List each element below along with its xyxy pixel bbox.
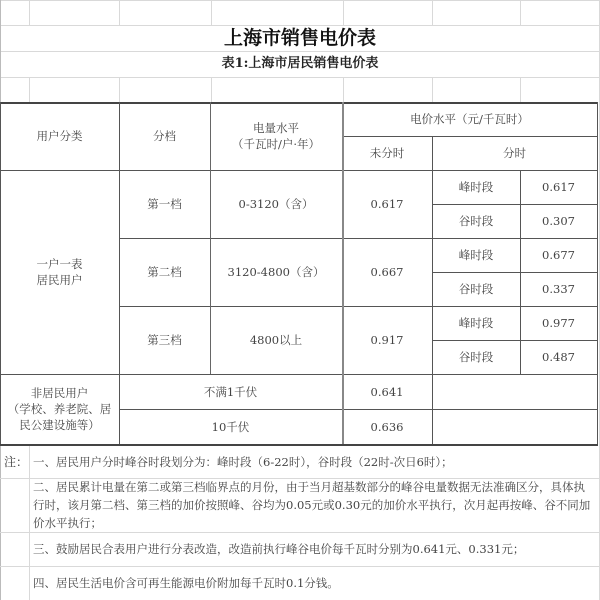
tier-3-peak-label[interactable]: 峰时段 (458, 316, 494, 330)
table-border (342, 102, 344, 444)
non-residential-label-line3: 民公建设施等） (19, 418, 100, 432)
tier-1-valley-label[interactable]: 谷时段 (458, 214, 494, 228)
non-residential-price-2[interactable]: 0.636 (370, 419, 404, 434)
gridline (343, 77, 344, 102)
gridline (211, 77, 212, 102)
residential-user-label[interactable] (0, 170, 119, 374)
tier-2-valley-price[interactable]: 0.337 (542, 282, 575, 296)
table-border (0, 102, 598, 104)
header-user-type[interactable]: 用户分类 (36, 129, 83, 143)
non-residential-voltage-2[interactable]: 10千伏 (211, 419, 250, 434)
gridline (432, 77, 433, 102)
table-border (432, 136, 433, 444)
table-border (119, 102, 120, 444)
notes-label: 注： (4, 455, 29, 469)
page-title: 上海市销售电价表 (223, 27, 376, 49)
table-border (0, 170, 598, 171)
non-residential-empty-1[interactable] (432, 374, 597, 409)
gridline (119, 0, 120, 25)
header-usage-label: 电量水平 (253, 121, 299, 135)
non-residential-empty-2[interactable] (432, 409, 597, 444)
note-1: 一、居民用户分时峰谷时段划分为：峰时段（6-22时），谷时段（22时-次日6时）； (33, 455, 453, 469)
note-3: 三、鼓励居民合表用户进行分表改造，改造前执行峰谷电价每千瓦时分别为0.641元、0.331元； (33, 542, 525, 556)
residential-label-line2: 居民用户 (36, 273, 83, 287)
residential-label-line1: 一户一表 (36, 257, 83, 271)
table-border (119, 238, 598, 239)
tier-2-peak-label[interactable]: 峰时段 (458, 248, 494, 262)
table-border (432, 204, 598, 205)
tier-3-name[interactable]: 第三档 (147, 333, 182, 347)
tier-3-valley-label[interactable]: 谷时段 (458, 350, 494, 364)
tier-2-name[interactable]: 第二档 (147, 265, 182, 279)
gridline (520, 77, 521, 102)
header-usage-unit: （千瓦时/户·年） (231, 137, 321, 151)
tier-1-valley-price[interactable]: 0.307 (542, 214, 575, 228)
non-residential-label-line1: 非居民用户 (30, 386, 89, 400)
table-border (119, 306, 598, 307)
tier-1-flat-price[interactable]: 0.617 (370, 197, 404, 211)
gridline (29, 77, 30, 102)
non-residential-voltage-1[interactable]: 不满1千伏 (203, 384, 258, 399)
table-border (432, 340, 598, 341)
header-usage-level[interactable] (210, 102, 342, 170)
header-tier[interactable]: 分档 (153, 129, 176, 143)
table-border (432, 272, 598, 273)
note-2: 二、居民累计电量在第二或第三档临界点的月份，由于当月超基数部分的峰谷电量数据无法准确区分，具体执行时，该月第二档、第三档的加价按照峰、谷均为0.05元或0.30元的加价水平执行，次月起再按峰、谷不同加价水平执行； (33, 480, 591, 530)
gridline (29, 446, 30, 600)
gridline (0, 77, 600, 78)
tier-1-peak-label[interactable]: 峰时段 (458, 180, 494, 194)
tier-3-range[interactable]: 4800以上 (249, 333, 303, 347)
tier-3-flat-price[interactable]: 0.917 (370, 333, 404, 347)
tier-3-peak-price[interactable]: 0.977 (542, 316, 575, 330)
tier-1-range[interactable]: 0-3120（含） (238, 197, 314, 211)
tier-1-peak-price[interactable]: 0.617 (542, 180, 575, 194)
table-border (520, 170, 521, 374)
header-non-tou[interactable]: 未分时 (369, 146, 405, 160)
table-border (210, 102, 211, 374)
table-subtitle: 表1:上海市居民销售电价表 (221, 56, 379, 71)
tier-3-valley-price[interactable]: 0.487 (542, 350, 575, 364)
gridline (119, 77, 120, 102)
tier-2-valley-label[interactable]: 谷时段 (458, 282, 494, 296)
table-border (342, 136, 598, 137)
gridline (0, 0, 600, 1)
table-border (119, 409, 598, 410)
table-border (0, 374, 598, 375)
table-border (597, 102, 598, 444)
table-border (0, 102, 1, 444)
header-price-level[interactable]: 电价水平（元/千瓦时） (410, 112, 529, 126)
tier-2-range[interactable]: 3120-4800（含） (227, 265, 325, 279)
non-residential-user-label[interactable] (0, 374, 119, 444)
tier-2-peak-price[interactable]: 0.677 (542, 248, 575, 262)
gridline (432, 0, 433, 25)
gridline (520, 0, 521, 25)
note-4: 四、居民生活电价含可再生能源电价附加每千瓦时0.1分钱。 (33, 576, 339, 590)
tier-2-flat-price[interactable]: 0.667 (370, 265, 404, 279)
tier-1-name[interactable]: 第一档 (147, 197, 182, 211)
gridline (29, 0, 30, 25)
non-residential-price-1[interactable]: 0.641 (370, 384, 404, 399)
gridline (343, 0, 344, 25)
gridline (211, 0, 212, 25)
header-tou[interactable]: 分时 (503, 146, 526, 160)
non-residential-label-line2: （学校、养老院、居 (7, 402, 112, 416)
